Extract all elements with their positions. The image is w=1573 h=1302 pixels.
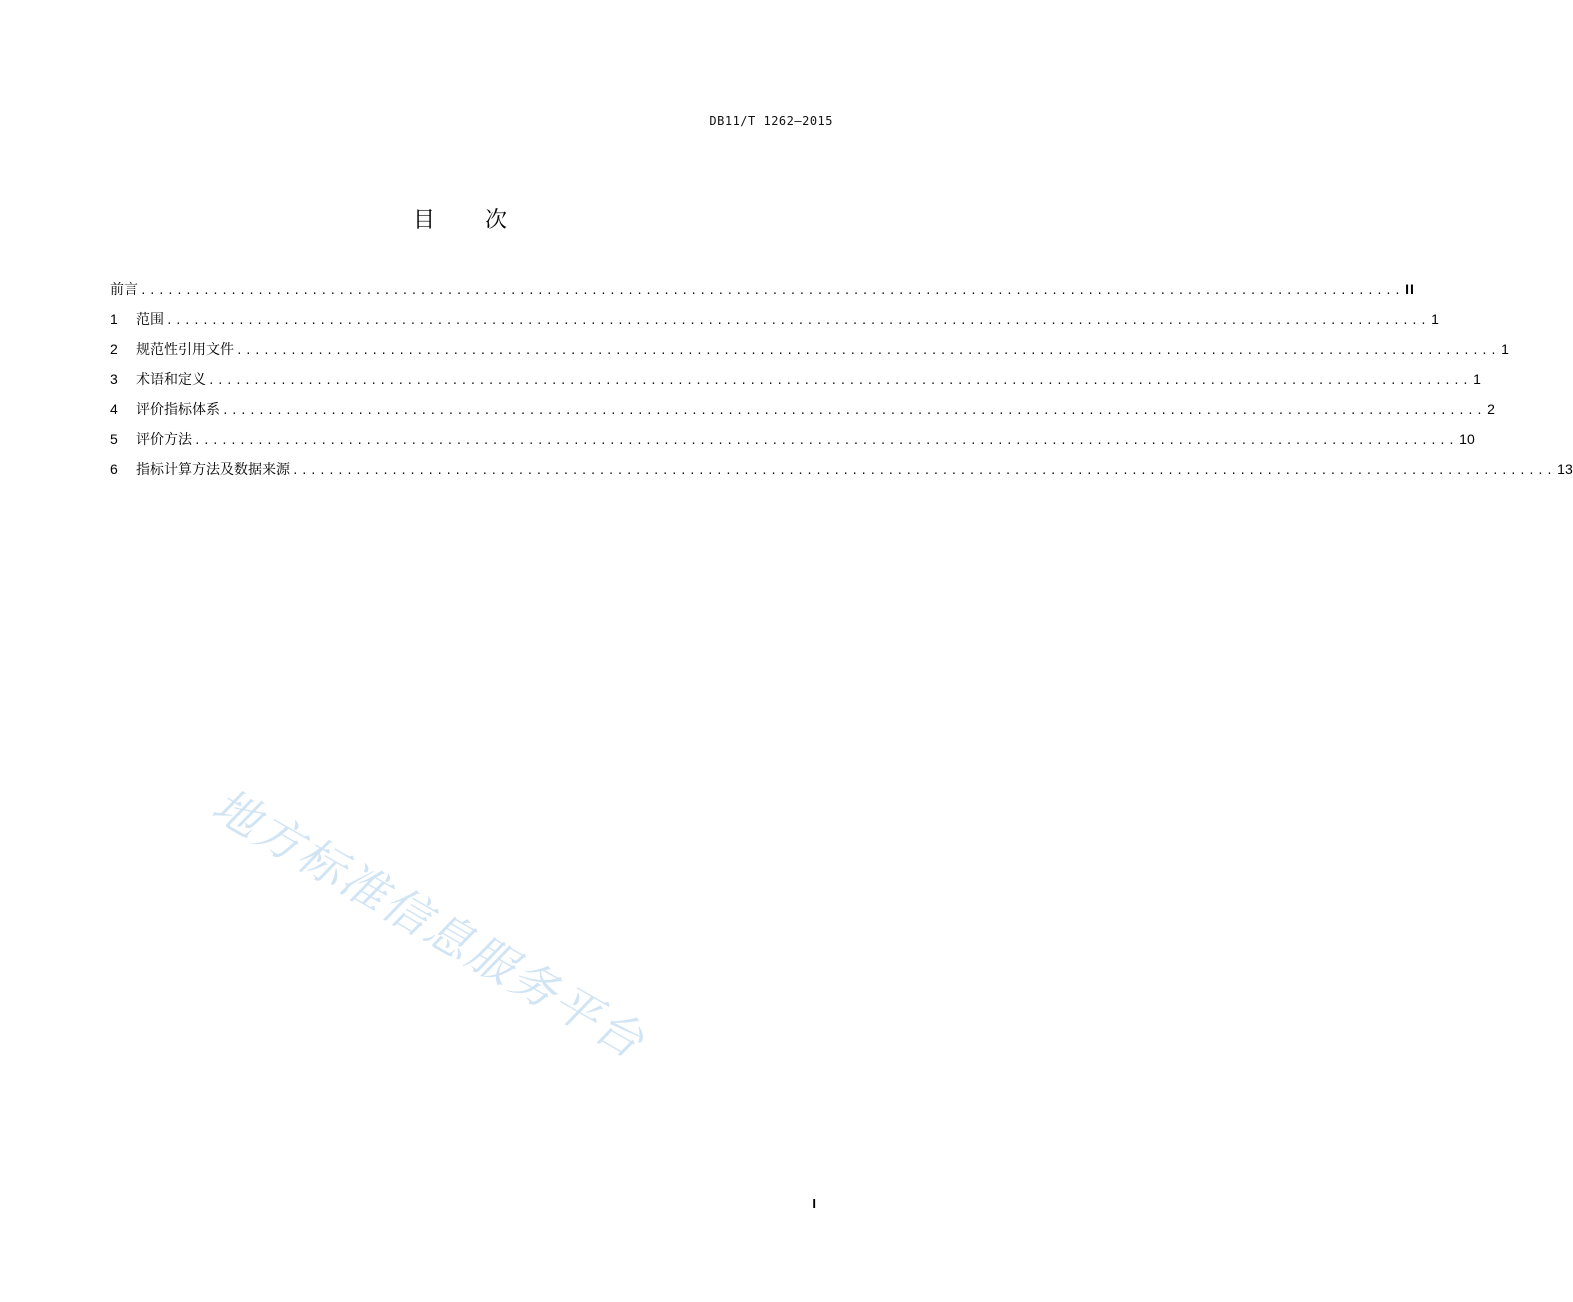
- toc-item-page: 13: [1557, 461, 1573, 477]
- toc-item-page: 1: [1431, 311, 1439, 327]
- toc-item-number: 3: [110, 371, 118, 387]
- toc-item-label: 术语和定义: [136, 372, 206, 388]
- dot-leader: ............................................................................................................................................: [208, 374, 1472, 387]
- dot-leader: ............................................................................................................................................: [166, 314, 1430, 327]
- toc-item-label: 前言: [110, 282, 138, 298]
- dot-leader: ............................................................................................................................................: [140, 284, 1404, 297]
- page-title: [0, 203, 920, 234]
- toc-item-number: 4: [110, 401, 118, 417]
- toc-item-scope[interactable]: [110, 309, 1439, 339]
- dot-leader: ............................................................................................................................................: [236, 344, 1500, 357]
- toc-item-calculation-data-sources[interactable]: [110, 459, 1573, 489]
- title-char-2: 次: [485, 208, 508, 233]
- dot-leader: ............................................................................................................................................: [292, 464, 1556, 477]
- toc-item-page: 10: [1459, 431, 1475, 447]
- toc-item-label: 评价方法: [136, 432, 192, 448]
- toc-item-page: 1: [1501, 341, 1509, 357]
- toc-item-label: 范围: [136, 312, 164, 328]
- toc-item-number: 6: [110, 461, 118, 477]
- toc-item-number: 2: [110, 341, 118, 357]
- dot-leader: ............................................................................................................................................: [222, 404, 1486, 417]
- toc-item-page: II: [1405, 281, 1415, 297]
- toc-item-normative-references[interactable]: [110, 339, 1509, 369]
- toc-item-label: 评价指标体系: [136, 402, 220, 418]
- toc-item-terms-definitions[interactable]: [110, 369, 1481, 399]
- toc-item-foreword[interactable]: [110, 279, 1415, 309]
- toc-item-label: 指标计算方法及数据来源: [136, 462, 290, 478]
- dot-leader: ............................................................................................................................................: [194, 434, 1458, 447]
- toc-item-evaluation-method[interactable]: [110, 429, 1475, 459]
- page-number: I: [812, 1196, 816, 1211]
- title-char-1: 目: [412, 208, 435, 233]
- toc-item-number: 1: [110, 311, 118, 327]
- toc-item-number: 5: [110, 431, 118, 447]
- document-code: DB11/T 1262—2015: [709, 114, 833, 128]
- toc-item-indicator-system[interactable]: [110, 399, 1495, 429]
- watermark: 地方标准信息服务平台: [203, 777, 655, 1070]
- toc-item-label: 规范性引用文件: [136, 342, 234, 358]
- table-of-contents: [110, 279, 1573, 489]
- toc-item-page: 1: [1473, 371, 1481, 387]
- toc-item-page: 2: [1487, 401, 1495, 417]
